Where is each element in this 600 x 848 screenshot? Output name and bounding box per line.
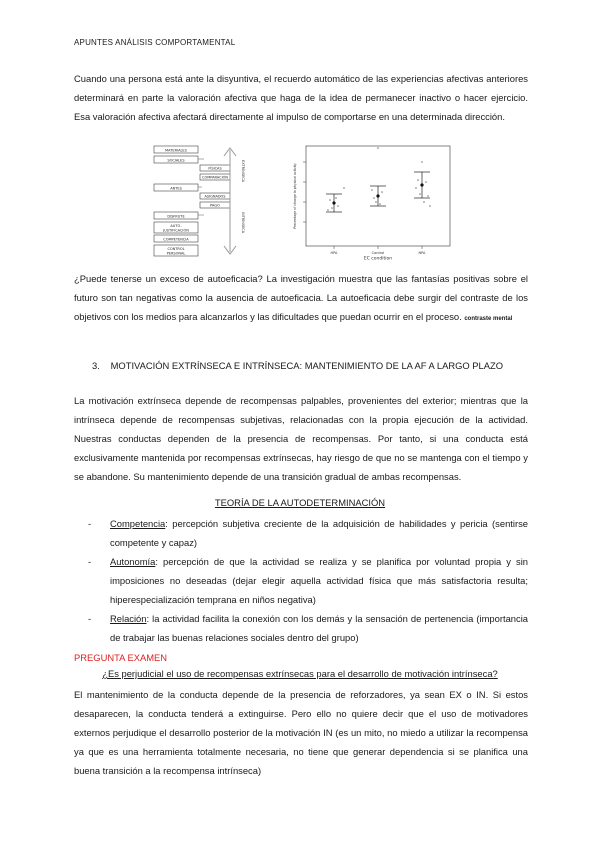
plot-x-axis-label: EC condition [363,256,393,260]
svg-text:AUTO-: AUTO- [170,224,182,228]
svg-text:PAGO: PAGO [210,203,220,208]
motivation-continuum-diagram [148,142,270,260]
svg-text:COMPETENCIA: COMPETENCIA [163,237,189,242]
svg-text:PERSONAL: PERSONAL [166,251,186,256]
plot-category-hpa: HPA [330,251,338,255]
svg-text:SOCIALES: SOCIALES [167,158,185,163]
svg-text:COMPARACIÓN: COMPARACIÓN [202,175,228,180]
svg-text:CONTROL: CONTROL [167,247,185,251]
margin-note: contraste mental [464,316,513,322]
box-label: MATERIALES [165,148,187,153]
exam-question: ¿Es perjudicial el uso de recompensas extrínsecas para el desarrollo de motivación intrínseca? [102,668,498,679]
list-item-competence: - Competencia: percepción subjetiva creciente de la adquisición de habilidades y pericia (sentirse competente y capaz) [88,518,528,548]
paragraph-affective-valuation: Cuando una persona está ante la disyuntiva, el recuerdo automático de las experiencias afectivas anteriores determinará en parte la valoración afectiva que haga de la idea de permanecer inactivo o hacer ejercicio. Esa valoración afectiva afectará directamente al impulso de comportarse en una determinada dirección. [74,73,528,122]
plot-category-control: Control [371,251,385,255]
sdt-needs-list [88,514,528,647]
scale-top-label: EXTRÍNSECA [241,160,245,183]
plot-y-axis-label: Percentage of change in physical activity [293,163,297,229]
theory-title: TEORÍA DE LA AUTODETERMINACIÓN [214,497,386,508]
running-header: APUNTES ANÁLISIS COMPORTAMENTAL [74,38,236,47]
svg-text:FÍSICAS: FÍSICAS [208,166,222,171]
list-item-autonomy: - Autonomía: percepción de que la actividad se realiza y se planifica por voluntad propia y sin imposiciones no deseadas (dejar elegir aquella actividad física que más satisfactoria resulta; hiperespecialización temprana en niños negativa) [88,556,528,605]
section-heading-3: 3. MOTIVACIÓN EXTRÍNSECA E INTRÍNSECA: MANTENIMIENTO DE LA AF A LARGO PLAZO [92,360,504,371]
paragraph-self-efficacy: ¿Puede tenerse un exceso de autoeficacia? La investigación muestra que las fantasías positivas sobre el futuro son tan negativas como la ausencia de autoeficacia. La autoeficacia debe surgir del contraste de los objetivos con los medios para alcanzarlos y las dificultades que puedan ocurrir en el proceso. contraste mental [74,273,528,322]
exam-label: PREGUNTA EXAMEN [74,652,168,663]
exam-answer: El mantenimiento de la conducta depende de la presencia de reforzadores, ya sean EX o IN. Si estos desaparecen, la conducta tenderá a extinguirse. Pero ello no quiere decir que el uso de motivadores externos perjudique el desarrollo posterior de la motivación IN (es un mito, no miedo a utilizar la recompensa ya que es una herramienta totalmente necesaria, no tiene que generar dependencia si se planifica una buena transición a la recompensa intrínseca) [74,689,528,776]
physical-activity-plot [286,142,456,260]
paragraph-extrinsic-intrinsic: La motivación extrínseca depende de recompensas palpables, provenientes del exterior; mientras que la intrínseca depende de recompensas subjetivas, relacionadas con la propia ejecución de la actividad. Nuestras conductas dependen de la presencia de recompensas. Por tanto, si una conducta está exclusivamente mantenida por recompensas extrínsecas, hay riesgo de que no se mantenga con el tiempo y se abandone. Su mantenimiento depende de una transición gradual de ambas recompensas. [74,395,528,482]
svg-text:JUSTIFICACIÓN: JUSTIFICACIÓN [163,228,189,233]
list-item-relatedness: - Relación: la actividad facilita la conexión con los demás y la sensación de pertenencia (importancia de trabajar las buenas relaciones sociales dentro del grupo) [88,613,528,643]
scale-bottom-label: INTRÍNSECA [241,212,245,234]
plot-category-npa: NPA [418,251,426,255]
svg-text:DISFRUTE: DISFRUTE [167,214,185,219]
svg-text:ANTES: ANTES [170,186,182,191]
svg-text:ASIGNADOS: ASIGNADOS [204,194,226,199]
